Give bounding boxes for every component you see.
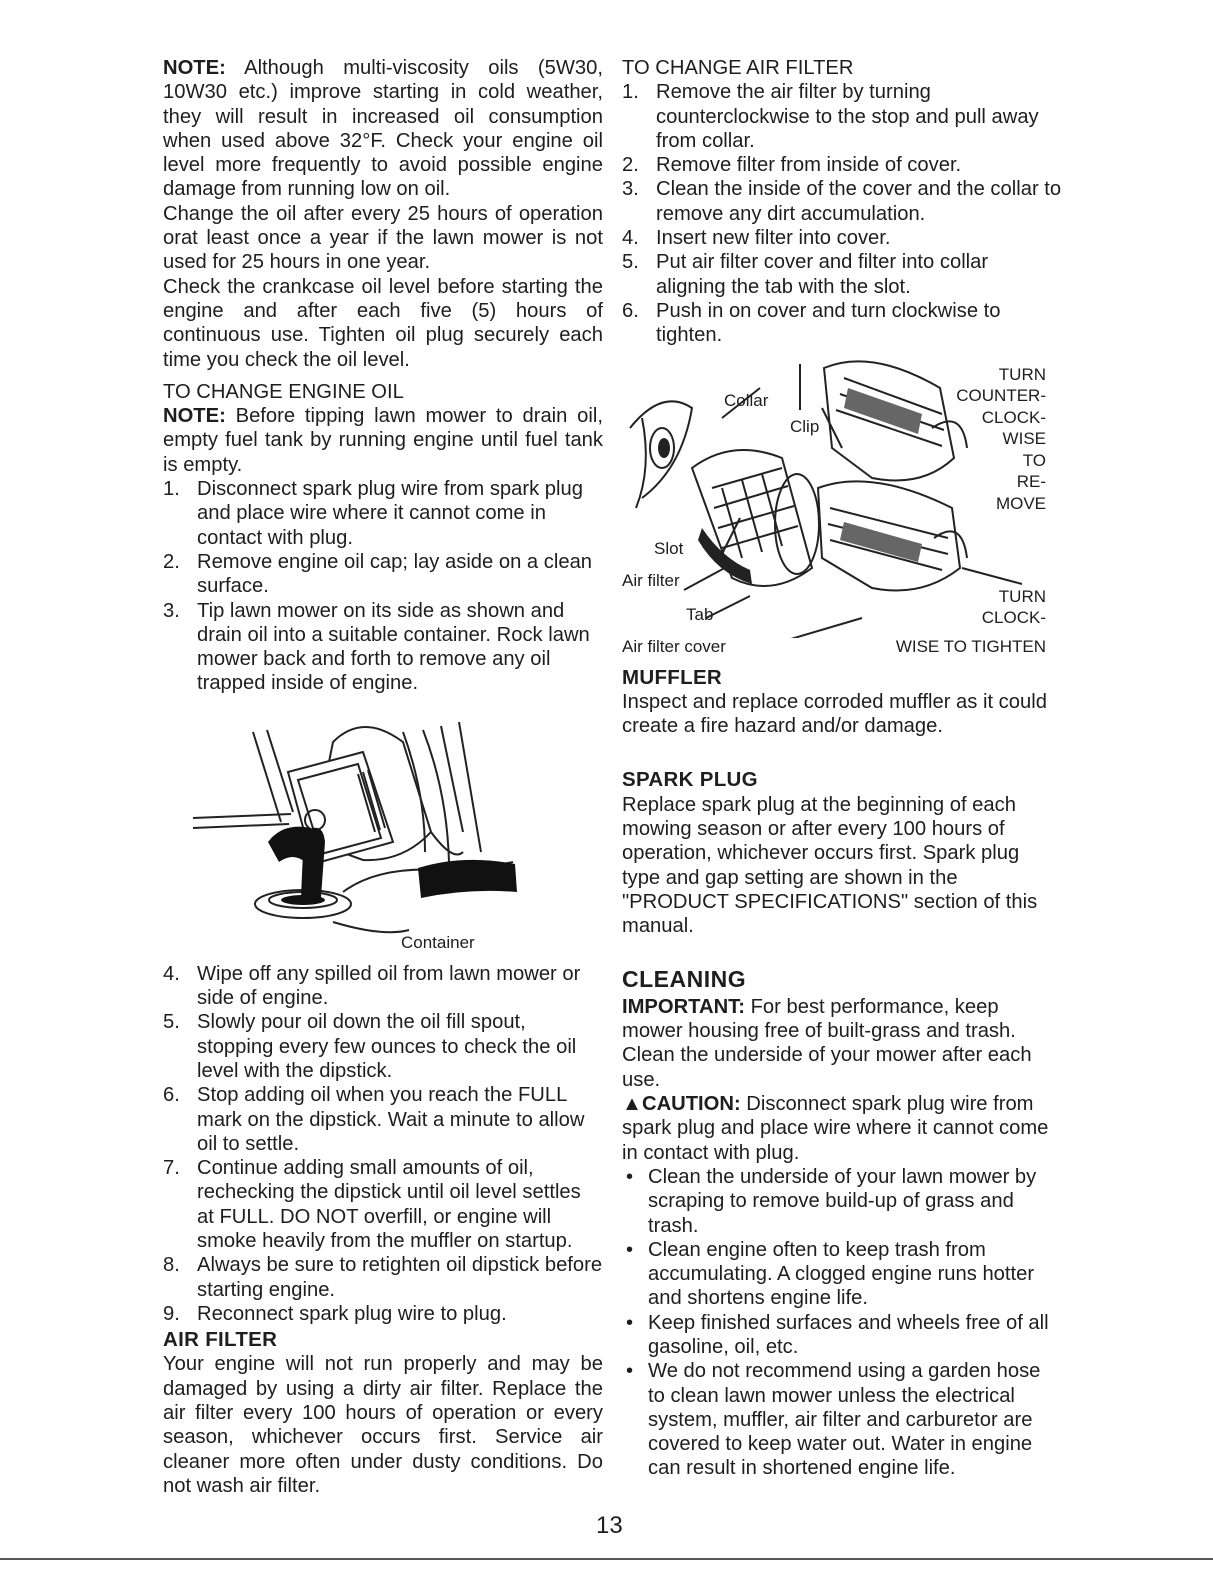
step-number: 2.: [622, 154, 639, 177]
list-item: [622, 1311, 1062, 1360]
warning-triangle-icon: ▲: [622, 1093, 642, 1116]
important-paragraph: [622, 995, 1062, 1092]
change-oil-interval-paragraph: Change the oil after every 25 hours of operation orat least once a year if the lawn mower is not used for 25 hours in one year.: [163, 202, 603, 274]
left-column: [163, 56, 603, 1498]
turn-ccw-line: MOVE: [995, 493, 1046, 513]
step-text: Push in on cover and turn clockwise to tighten.: [656, 299, 1001, 347]
list-item: [622, 1359, 1062, 1480]
list-item: [163, 962, 603, 1011]
list-item: [163, 1253, 603, 1302]
note-text: Although multi-viscosity oils (5W30, 10W30 etc.) improve starting in cold weather, they will result in increased oil consumption when used above 32°F. Check your engine oil level more frequently to avoid possible engine damage from running low on oil.: [163, 57, 603, 201]
important-label: IMPORTANT:: [622, 995, 745, 1018]
list-item: [163, 477, 603, 550]
step-number: 3.: [622, 178, 639, 201]
turn-ccw-line: TO: [1022, 450, 1046, 470]
turn-clockwise-label: [982, 586, 1046, 629]
note-oil-viscosity: [163, 56, 603, 202]
bullet-icon: •: [626, 1360, 634, 1383]
turn-ccw-line: COUNTER-: [956, 386, 1046, 406]
list-item: [622, 226, 1062, 250]
turn-cw-line: CLOCK-: [981, 608, 1046, 628]
turn-cw-line: TURN: [998, 586, 1046, 606]
turn-ccw-line: CLOCK-: [981, 407, 1046, 427]
bullet-text: We do not recommend using a garden hose to clean lawn mower unless the electrical system, muffler, air filter and carburetor are covered to keep water out. Water in engine can result in shortened engine life.: [648, 1360, 1041, 1480]
turn-ccw-line: TURN: [998, 364, 1046, 384]
page-number: 13: [596, 1512, 623, 1539]
step-text: Tip lawn mower on its side as shown and drain oil into a suitable container. Rock lawn mower back and forth to remove any oil trapped inside of engine.: [197, 599, 590, 695]
step-number: 1.: [622, 81, 639, 104]
crankcase-paragraph: Check the crankcase oil level before starting the engine and after each five (5) hours of continuous use. Tighten oil plug securely each time you check the oil level.: [163, 275, 603, 371]
step-text: Remove engine oil cap; lay aside on a clean surface.: [197, 550, 593, 598]
step-text: Wipe off any spilled oil from lawn mower or side of engine.: [197, 962, 581, 1010]
note-label: NOTE:: [163, 57, 226, 79]
list-item: [163, 1302, 603, 1326]
step-number: 2.: [163, 550, 180, 573]
turn-counterclockwise-label: [956, 364, 1046, 515]
list-item: [163, 599, 603, 696]
bullet-text: Clean engine often to keep trash from accumulating. A clogged engine runs hotter and shortens engine life.: [648, 1238, 1035, 1310]
oil-change-steps-1-3: [163, 477, 603, 696]
tab-label: Tab: [686, 604, 714, 624]
air-filter-cover-label: Air filter cover: [622, 636, 726, 656]
turn-cw-line: WISE TO TIGHTEN: [895, 636, 1046, 656]
list-item: [622, 80, 1062, 153]
spark-plug-paragraph: Replace spark plug at the beginning of each mowing season or after every 100 hours of operation, whichever occurs first. Spark plug type and gap setting are shown in the "PRODUCT SPECIFICATIONS" section of this manual.: [622, 793, 1038, 938]
mower-tipped-drawing: [163, 712, 603, 960]
note-text: Before tipping lawn mower to drain oil, empty fuel tank by running engine until fuel tank is empty.: [163, 405, 603, 476]
oil-change-steps-4-9: [163, 962, 603, 1326]
step-text: Reconnect spark plug wire to plug.: [197, 1302, 507, 1325]
spark-plug-heading: SPARK PLUG: [622, 768, 758, 792]
step-text: Clean the inside of the cover and the collar to remove any dirt accumulation.: [656, 178, 1062, 225]
step-text: Continue adding small amounts of oil, rechecking the dipstick until oil level settles at FULL. DO NOT overfill, or engine will smoke heavily from the muffler on startup.: [197, 1157, 581, 1252]
step-number: 8.: [163, 1254, 180, 1277]
oil-drain-illustration: [163, 712, 603, 960]
step-text: Remove the air filter by turning counterclockwise to the stop and pull away from collar.: [656, 81, 1039, 152]
change-engine-oil-heading: TO CHANGE ENGINE OIL: [163, 380, 404, 403]
muffler-heading: MUFFLER: [622, 665, 723, 689]
step-text: Always be sure to retighten oil dipstick before starting engine.: [197, 1254, 603, 1301]
list-item: [622, 153, 1062, 177]
important-text: For best performance, keep mower housing free of built-grass and trash. Clean the underside of your mower after each use.: [622, 995, 1032, 1091]
step-text: Remove filter from inside of cover.: [656, 154, 962, 177]
step-number: 1.: [163, 478, 180, 501]
step-text: Stop adding oil when you reach the FULL mark on the dipstick. Wait a minute to allow oil to settle.: [197, 1084, 585, 1155]
bullet-text: Keep finished surfaces and wheels free of all gasoline, oil, etc.: [648, 1311, 1049, 1358]
list-item: [622, 250, 1062, 299]
bullet-text: Clean the underside of your lawn mower by scraping to remove build-up of grass and trash.: [648, 1165, 1037, 1237]
step-text: Insert new filter into cover.: [656, 227, 891, 250]
step-number: 6.: [622, 299, 639, 322]
turn-ccw-line: RE-: [1016, 472, 1046, 492]
air-filter-steps: [622, 80, 1062, 347]
step-number: 6.: [163, 1084, 180, 1107]
cleaning-heading: CLEANING: [622, 965, 747, 992]
step-text: Disconnect spark plug wire from spark plug and place wire where it cannot come in contact with plug.: [197, 478, 583, 549]
step-number: 9.: [163, 1302, 180, 1325]
bullet-icon: •: [626, 1165, 634, 1188]
right-column: [622, 56, 1062, 1481]
caution-text: Disconnect spark plug wire from spark plug and place wire where it cannot come in contact with plug.: [622, 1093, 1049, 1164]
step-number: 4.: [163, 962, 180, 985]
collar-label: Collar: [724, 390, 769, 410]
list-item: [163, 1156, 603, 1253]
air-filter-bottom-labels: [622, 638, 1062, 660]
air-filter-paragraph: Your engine will not run properly and may be damaged by using a dirty air filter. Replace the air filter every 100 hours of operation or every season, whichever occurs first. Service air cleaner more often under dusty conditions. Do not wash air filter.: [163, 1353, 603, 1497]
note-label: NOTE:: [163, 405, 226, 428]
bottom-rule: [0, 1558, 1213, 1560]
list-item: [622, 177, 1062, 226]
step-number: 3.: [163, 599, 180, 622]
step-number: 5.: [622, 251, 639, 274]
list-item: [622, 299, 1062, 348]
caution-label: CAUTION:: [641, 1093, 741, 1116]
container-label: Container: [401, 932, 475, 952]
note-before-tipping: [163, 404, 603, 477]
list-item: [163, 1083, 603, 1156]
air-filter-heading: AIR FILTER: [163, 1328, 278, 1352]
step-number: 7.: [163, 1157, 180, 1180]
step-number: 4.: [622, 227, 639, 250]
list-item: [622, 1165, 1062, 1238]
list-item: [163, 550, 603, 599]
turn-ccw-line: WISE: [1002, 429, 1046, 449]
step-number: 5.: [163, 1011, 180, 1034]
muffler-paragraph: Inspect and replace corroded muffler as it could create a fire hazard and/or damage.: [622, 690, 1047, 738]
list-item: [622, 1238, 1062, 1311]
list-item: [163, 1010, 603, 1083]
cleaning-bullets: [622, 1165, 1062, 1481]
air-filter-label: Air filter: [622, 570, 680, 590]
clip-label: Clip: [790, 416, 820, 436]
step-text: Slowly pour oil down the oil fill spout, stopping every few ounces to check the oil level with the dipstick.: [197, 1011, 577, 1082]
change-air-filter-heading: TO CHANGE AIR FILTER: [622, 57, 854, 79]
bullet-icon: •: [626, 1311, 634, 1334]
caution-paragraph: [622, 1092, 1062, 1165]
slot-label: Slot: [654, 538, 684, 558]
air-filter-illustration: [622, 348, 1062, 638]
step-text: Put air filter cover and filter into collar aligning the tab with the slot.: [656, 251, 989, 298]
bullet-icon: •: [626, 1238, 634, 1261]
